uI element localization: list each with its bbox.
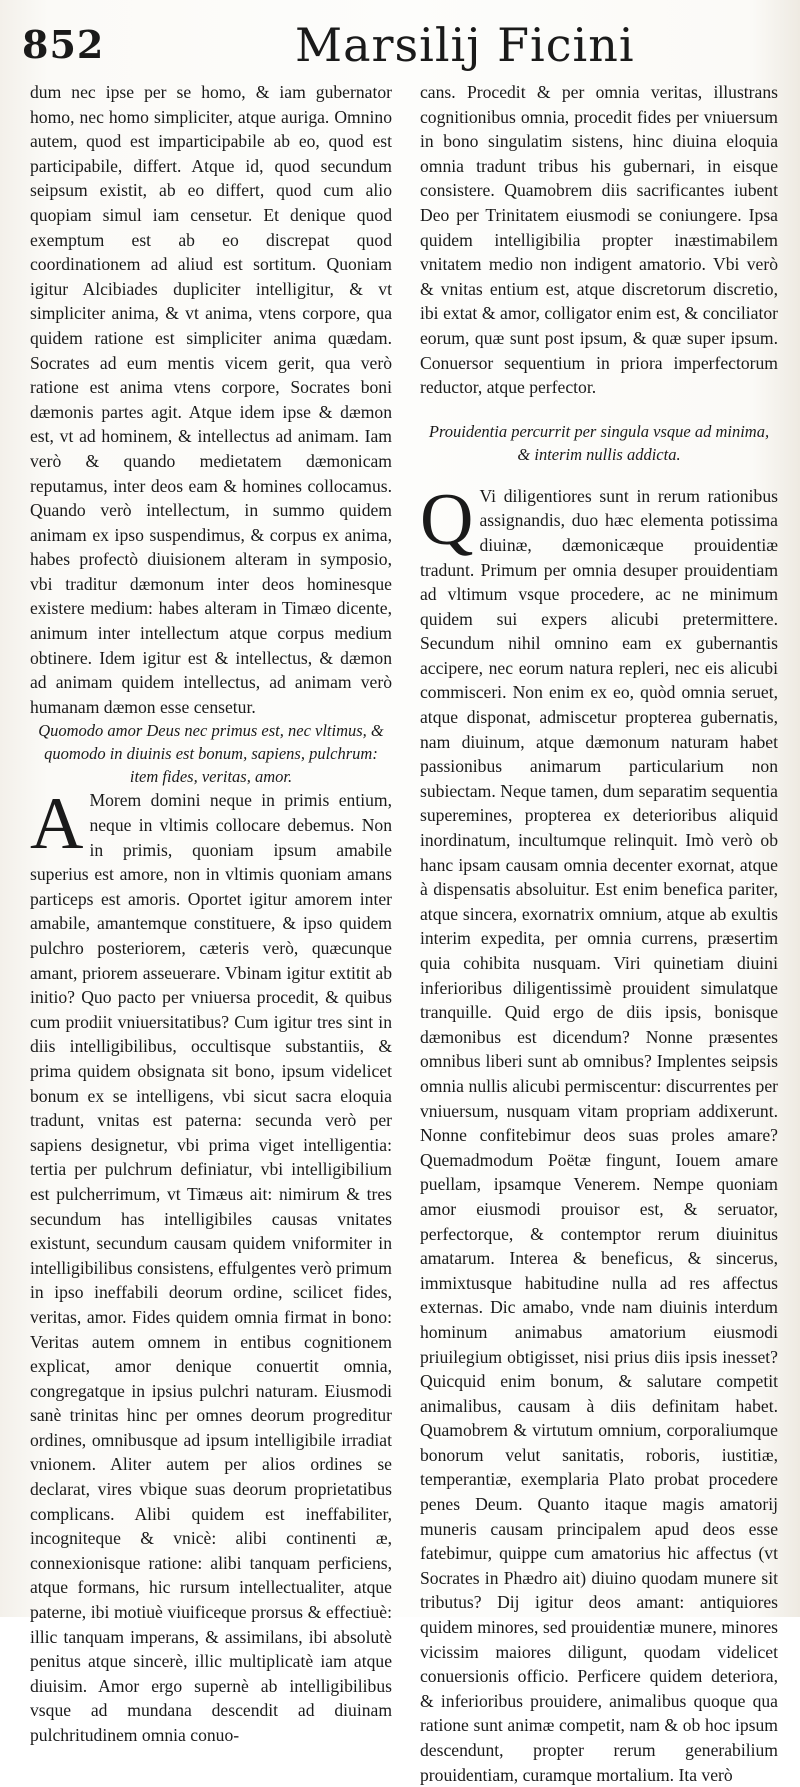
- paragraph-text: Vi diligentiores sunt in rerum rationibus assignandis, duo hæc elementa potissima diuinæ, dæmonicæque prouidentiæ tradunt. Primum per omnia desuper prouidentiam ad vltimum vsque procedere, ac ne minimum quidem sui expers alicubi pretermittere. Secundum nihil omnino eam ex gubernantis accipere, nec eorum natura repleri, nec eis alicubi commisceri. Non enim ex eo, quòd omnia seruet, atque disponat, admiscetur propterea gubernatis, nam diuinum, atque dæmonum naturam habet passionibus animarum particularium non subiectam. Neque tamen, dum separatim sequentia superemines, propterea ex deterioribus aliquid inordinatum, incultumque relinquit. Imò verò ob hanc ipsam causam omnia decenter exornat, atque à dispensatis absoluitur. Est enim benefica pariter, atque sincera, exornatrix omnium, atque ab exultis interim expedita, per omnia currens, præsertim quia cohibita nusquam. Viri quinetiam diuini inferioribus diligentissimè prouident simulatque tranquille. Quid ergo de diis ipsis, bonisque dæmonibus est dicendum? Nonne præsentes omnibus liberi sunt ab omnibus? Implentes seipsis omnia nullis alicubi permiscentur: discurrentes per vniuersum, nusquam vitam propriam addixerunt. Nonne confitebimur deos suas proles amare? Quemadmodum Poëtæ fingunt, Iouem amare puellam, ipsamque Venerem. Nempe quoniam amor eiusmodi prouisor est, & seruator, perfectorque, & contemptor rerum diuinitus amatarum. Interea & beneficus, & sincerus, immixtusque habitudine nulla ad res affectus externas. Dic amabo, vnde nam diuinis interdum hominum animabus amatorium eiusmodi priuilegium obtigisset, nisi prius diis ipsis inesset? Quicquid enim bonum, & salutare competit animalibus, causam à diis definitam habet. Quamobrem & virtutum omnium, corporaliumque bonorum velut sanitatis, roboris, iustitiæ, temperantiæ, exemplaria Plato probat procedere penes Deum. Quanto itaque magis amatorij muneris causam principalem apud deos esse fatebimur, quippe cum amatorius hic affectus (vt Socrates in Phædro ait) diuino quodam munere sit tributus? Dij igitur deos amant: antiquiores quidem minores, sed prouidentiæ munere, minores vicissim maiores diligunt, quodam videlicet conuersionis officio. Perficere quidem deteriora, & inferioribus prouidere, animalibus quoque qua ratione sunt animæ competit, nam & ob hoc ipsum descendunt, propter rerum generabilium prouidentiam, curamque mortalium. Ita verò: [420, 485, 778, 1785]
- right-column: [420, 80, 778, 1785]
- drop-cap: A: [30, 783, 84, 866]
- page-header: [0, 18, 800, 72]
- drop-cap: Q: [420, 478, 474, 561]
- page-number: 852: [22, 22, 105, 67]
- paragraph: cans. Procedit & per omnia veritas, illustrans cognitionibus omnia, procedit fides per vniuersum in bono singulatim sistens, hinc diuina eloquia omnia tradunt tribus his gubernari, in eisque consistere. Quamobrem diis sacrificantes iubent Deo per Trinitatem eiusmodi se coniungere. Ipsa quidem intelligibilia propter inæstimabilem vnitatem medio non indigent amatorio. Vbi verò & vnitas entium est, atque discretorum discretio, ibi extat & amor, colligator enim est, & conciliator eorum, quæ sunt post ipsum, & quæ super ipsum. Conuersor sequentium in priora imperfectorum reductor, atque perfector.: [420, 82, 778, 398]
- running-title: Marsilij Ficini: [295, 18, 635, 72]
- paragraph: dum nec ipse per se homo, & iam gubernator homo, nec homo simpliciter, atque auriga. Omnino autem, quod est imparticipabile ab eo, quod est participabile, differt. Atque id, quod secundum seipsum existit, ab eo differt, quod cum alio quopiam simul iam censetur. Et denique quod exemptum est ab eo discrepat quod coordinationem ad aliud est sortitum. Quoniam igitur Alcibiades dupliciter intelligitur, & vt simpliciter anima, & vt anima, vtens corpore, qua quidem ratione est simpliciter anima quædam. Socrates ad eum mentis vicem gerit, qua verò ratione est anima vtens corpore, Socrates boni dæmonis partes agit. Atque idem ipse & dæmon est, vt ad hominem, & intellectus ad animam. Iam verò & quando medietatem dæmonicam reputamus, inter deos eam & homines collocamus. Quando verò intellectum, in summo quidem animam ex ipso suspendimus, & corpus ex anima, habes profectò diuisionem alteram in symposio, vbi traditur dæmonum inter deos hominesque existere medium: habes alteram in Timæo dicente, animum inter intellectum atque corpus medium obtinere. Idem igitur est & intellectus, & dæmon ad animam quidem intellectus, ad animam verò humanam dæmon esse censetur.: [30, 82, 392, 717]
- paragraph-text: Morem domini neque in primis entium, neque in vltimis collocare debemus. Non in primis, quoniam ipsum amabile superius est amore, non in vltimis quoniam amans particeps est amoris. Oportet igitur amorem inter amabile, amantemque constituere, & ipso quidem pulchro posteriorem, cæteris verò, quæcunque amant, priorem asseuerare. Vbinam igitur extitit ab initio? Quo pacto per vniuersa procedit, & quibus cum prodiit vniuersitatibus? Cum igitur tres sint in diis intelligibilibus, occultisque substantiis, & prima quidem obsignata sit bono, ipsum videlicet bonum ex se intelligens, vbi sicut sacra eloquia tradunt, vnitas est paterna: secunda verò per sapiens designetur, vbi prima viget intelligentia: tertia per pulchrum definiatur, vbi intelligibilium est pulcherrimum, vt Timæus ait: nimirum & tres secundum has intelligibiles causas vnitates existunt, secundum causam quidem vniformiter in intelligibilibus consistens, effulgentes verò primum in ipso ineffabili deorum ordine, scilicet fides, veritas, amor. Fides quidem omnia firmat in bono: Veritas autem omnem in entibus cognitionem explicat, amor denique conuertit omnia, congregatque in ipsius pulchri naturam. Eiusmodi sanè trinitas hinc per omnes deorum progreditur ordines, omnibusque ad ipsum intelligibile irradiat vnionem. Aliter autem per alios ordines se declarat, vires vbique suas deorum proprietatibus complicans. Alibi quidem est ineffabiliter, incogniteque & vnicè: alibi continenti æ, connexionisque ratione: alibi tanquam perficiens, atque formans, hic rursum intellectualiter, atque paterne, ibi motiuè viuificeque prorsus & effectiuè: illic tanquam imperans, & assimilans, ibi absolutè penitus atque sincerè, illic multiplicatè iam atque diuisim. Amor ergo supernè ab intelligibilibus vsque ad mundana descendit ad diuinam pulchritudinem omnia conuo-: [30, 790, 392, 1745]
- section-heading: Prouidentia percurrit per singula vsque ad minima, & interim nullis addicta.: [428, 421, 770, 464]
- section-heading: Quomodo amor Deus nec primus est, nec vltimus, & quomodo in diuinis est bonum, sapiens, pulchrum: item fides, veritas, amor.: [38, 721, 384, 787]
- paragraph: [420, 478, 778, 1787]
- paragraph: [30, 783, 392, 1747]
- left-column: [30, 80, 392, 1745]
